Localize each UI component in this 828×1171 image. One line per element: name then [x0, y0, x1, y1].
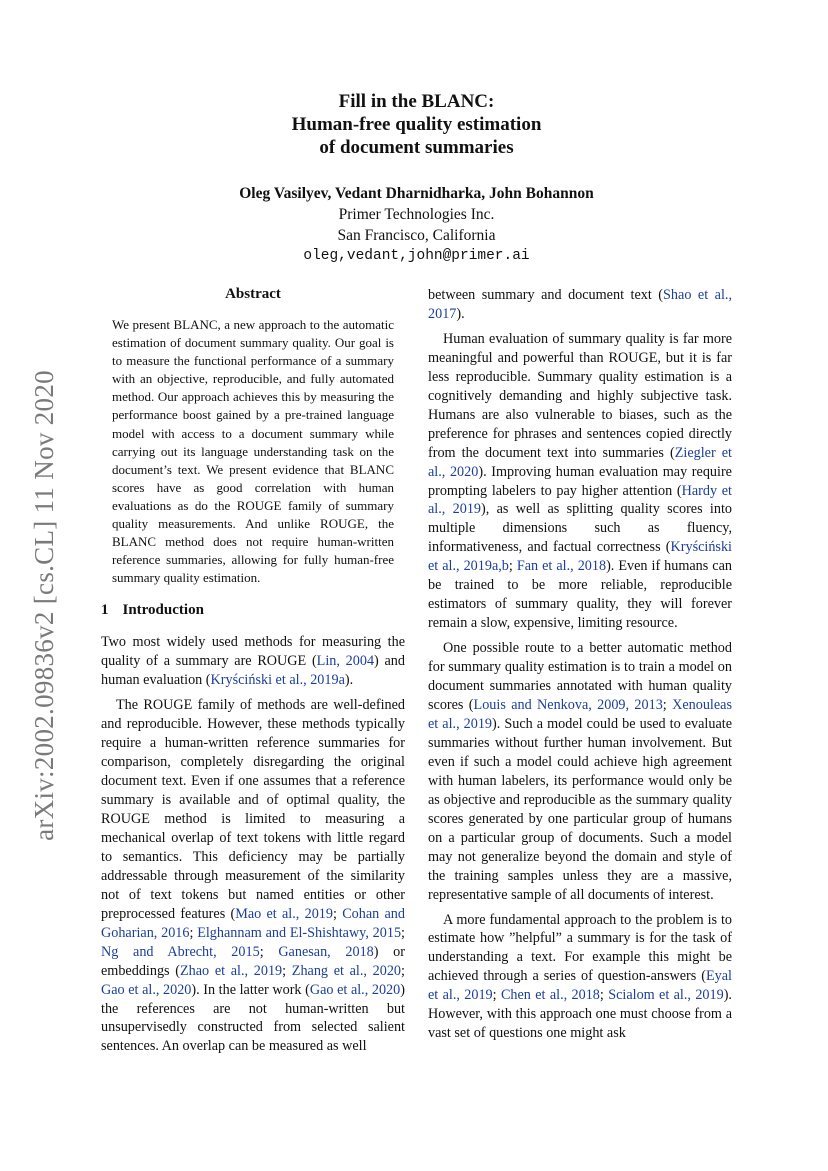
citation-link[interactable]: Louis and Nenkova, 2009, 2013: [473, 697, 663, 714]
title-line: Fill in the BLANC:: [338, 91, 495, 112]
location: San Francisco, California: [337, 227, 496, 244]
left-body: [101, 633, 405, 1056]
paragraph: The ROUGE family of methods are well-defined and reproducible. However, these methods typically require a human-written reference summaries for comparison, completely disregarding the original document text. Even if one assumes that a reference summary is available and of optimal quality, the ROUGE method is limited to measuring a mechanical overlap of text tokens with little regard to semantics. This deficiency may be partially addressable through measurement of the similarity not of text tokens but named entities or other preprocessed features (Mao et al., 2019; Cohan and Goharian, 2016; Elghannam and El-Shishtawy, 2015; Ng and Abrecht, 2015; Ganesan, 2018) or embeddings (Zhao et al., 2019; Zhang et al., 2020; Gao et al., 2020). In the latter work (Gao et al., 2020) the references are not human-written but unsupervisedly constructed from selected salient sentences. An overlap can be measured as well: [101, 697, 405, 1055]
citation-link[interactable]: Hardy et al., 2019: [428, 482, 732, 518]
citation-link[interactable]: Eyal et al., 2019: [428, 968, 732, 1004]
citation-link[interactable]: Gao et al., 2020: [309, 981, 401, 998]
abstract-text: We present BLANC, a new approach to the automatic estimation of document summary quality. Our goal is to measure the functional performance of a summary with an objective, reproducible, and fully automated method. Our approach achieves this by measuring the performance boost gained by a pre-trained language model with access to a document summary while carrying out its language understanding task on the document’s text. We present evidence that BLANC scores have as good correlation with human evaluations as do the ROUGE family of summary quality measurements. And unlike ROUGE, the BLANC method does not require human-written reference summaries, allowing for fully human-free summary quality estimation.: [112, 317, 394, 586]
left-column: [101, 284, 405, 1056]
citation-link[interactable]: Zhao et al., 2019: [179, 962, 283, 979]
citation-link[interactable]: Fan et al., 2018: [516, 558, 607, 575]
paper-header: [100, 90, 733, 267]
arxiv-stamp-text: arXiv:2002.09836v2 [cs.CL] 11 Nov 2020: [28, 369, 59, 841]
paragraph: A more fundamental approach to the problem is to estimate how ”helpful” a summary is for the task of understanding a text. For example this might be achieved through a series of question-answers (Eyal et al., 2019; Chen et al., 2018; Scialom et al., 2019). However, with this approach one must choose from a vast set of questions one might ask: [428, 911, 732, 1042]
paragraph: Two most widely used methods for measuring the quality of a summary are ROUGE (Lin, 2004) and human evaluation (Kryściński et al., 2019a).: [101, 634, 405, 689]
citation-link[interactable]: Lin, 2004: [316, 653, 375, 670]
paragraph: One possible route to a better automatic method for summary quality estimation is to train a model on document summaries annotated with human quality scores (Louis and Nenkova, 2009, 2013; Xenouleas et al., 2019). Such a model could be used to evaluate summaries without further human involvement. But even if such a model could achieve high agreement with human labelers, its performance would only be as objective and reproducible as the summary quality scores generated by one particular group of humans on a particular group of documents. Such a model may not generalize beyond the domain and style of the training samples unless they are a massive, representative sample of all documents of interest.: [428, 640, 732, 903]
citation-link[interactable]: Scialom et al., 2019: [608, 987, 724, 1004]
section-heading-introduction: [101, 600, 405, 620]
authors: Oleg Vasilyev, Vedant Dharnidharka, John Bohannon: [239, 185, 594, 202]
citation-link[interactable]: Zhang et al., 2020: [291, 962, 402, 979]
right-column: [428, 286, 732, 1043]
citation-link[interactable]: Ganesan, 2018: [278, 943, 374, 960]
citation-link[interactable]: Kryściński et al., 2019a,b: [428, 539, 732, 575]
citation-link[interactable]: Shao et al., 2017: [428, 287, 732, 322]
citation-link[interactable]: Mao et al., 2019: [235, 905, 333, 922]
section-number: 1: [101, 602, 109, 619]
paragraph: between summary and document text (Shao et al., 2017).: [428, 287, 732, 322]
paper-title: [100, 90, 733, 159]
citation-link[interactable]: Cohan and Goharian, 2016: [101, 905, 405, 941]
section-title: Introduction: [122, 602, 204, 619]
arxiv-stamp: [14, 340, 74, 870]
paragraph: Human evaluation of summary quality is far more meaningful and powerful than ROUGE, but it is far less reproducible. Summary quality estimation is a cognitively demanding and highly subjective task. Humans are also vulnerable to biases, such as the preference for phrases and sentences copied directly from the document text into summaries (Ziegler et al., 2020). Improving human evaluation may require prompting labelers to pay higher attention (Hardy et al., 2019), as well as splitting quality scores into multiple dimensions such as fluency, informativeness, and factual correctness (Kryściński et al., 2019a,b; Fan et al., 2018). Even if humans can be trained to be more reliable, reproducible estimators of summary quality, they will forever remain a slow, expensive, limiting resource.: [428, 330, 732, 632]
citation-link[interactable]: Chen et al., 2018: [500, 987, 600, 1004]
citation-link[interactable]: Elghannam and El-Shishtawy, 2015: [197, 924, 402, 941]
email: oleg,vedant,john@primer.ai: [303, 248, 530, 264]
title-line: Human-free quality estimation: [291, 114, 542, 135]
abstract-heading: Abstract: [225, 286, 281, 302]
affiliation: Primer Technologies Inc.: [338, 206, 495, 223]
right-body: [428, 286, 732, 1043]
citation-link[interactable]: Ng and Abrecht, 2015: [101, 943, 260, 960]
citation-link[interactable]: Gao et al., 2020: [101, 981, 192, 998]
citation-link[interactable]: Xenouleas et al., 2019: [428, 697, 732, 732]
citation-link[interactable]: Ziegler et al., 2020: [428, 444, 732, 480]
title-line: of document summaries: [319, 137, 514, 158]
citation-link[interactable]: Kryściński et al., 2019a: [210, 672, 345, 689]
